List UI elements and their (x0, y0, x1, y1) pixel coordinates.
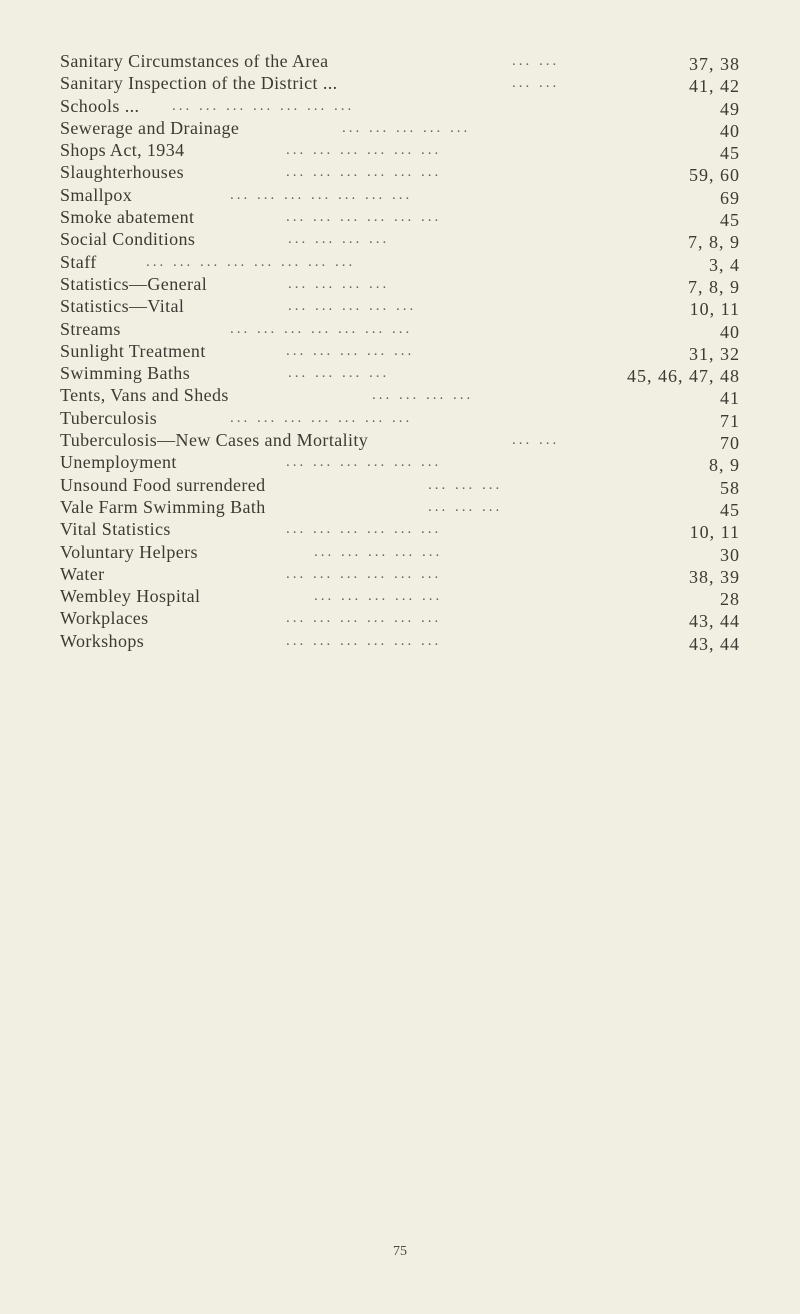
entry-pages: 10, 11 (689, 299, 740, 320)
entry-pages: 43, 44 (689, 611, 740, 632)
dot-leader: ... ... ... ... ... ... (286, 164, 442, 181)
entry-topic: Workshops (60, 630, 145, 651)
index-entry (60, 228, 740, 253)
dot-leader: ... ... ... ... ... ... ... ... (146, 253, 356, 270)
index-entry (60, 407, 740, 429)
index-entry (60, 541, 740, 563)
index-entry (60, 451, 740, 476)
entry-pages: 45, 46, 47, 48 (627, 366, 740, 387)
index-entry (60, 630, 740, 652)
entry-topic: Tuberculosis—New Cases and Mortality (60, 430, 369, 451)
index-entry (60, 206, 740, 231)
dot-leader: ... ... ... ... (288, 365, 390, 382)
dot-leader: ... ... ... (428, 498, 503, 515)
entry-pages: 28 (720, 589, 740, 610)
entry-topic: Vital Statistics (60, 519, 171, 540)
entry-topic: Schools ... (60, 95, 140, 116)
dot-leader: ... ... ... ... ... (314, 543, 443, 560)
entry-pages: 40 (720, 120, 740, 141)
dot-leader: ... ... ... ... ... ... ... (230, 320, 413, 337)
entry-pages: 31, 32 (689, 343, 740, 364)
dot-leader: ... ... ... ... ... ... ... (230, 409, 413, 426)
entry-pages: 41, 42 (689, 76, 740, 97)
entry-pages: 49 (720, 98, 740, 119)
index-entry (60, 429, 740, 454)
dot-leader: ... ... ... ... ... ... (286, 142, 442, 159)
dot-leader: ... ... ... ... ... ... ... (230, 186, 413, 203)
index-entry (60, 50, 740, 72)
dot-leader: ... ... ... ... ... ... (286, 610, 442, 627)
entry-topic: Unsound Food surrendered (60, 474, 266, 495)
entry-pages: 37, 38 (689, 54, 740, 74)
entry-pages: 71 (720, 410, 740, 431)
entry-pages: 8, 9 (709, 455, 740, 476)
index-entry (60, 184, 740, 206)
entry-pages: 41 (720, 388, 740, 409)
index-entry (60, 518, 740, 543)
dot-leader: ... ... ... ... (372, 387, 474, 404)
entry-pages: 7, 8, 9 (688, 276, 740, 297)
entry-topic: Streams (60, 318, 121, 339)
index-entry (60, 384, 740, 409)
dot-leader: ... ... ... ... ... (314, 588, 443, 605)
entry-topic: Sanitary Inspection of the District ... (60, 73, 338, 94)
page-number: 75 (393, 1244, 407, 1259)
dot-leader: ... ... (512, 53, 560, 69)
entry-topic: Smoke abatement (60, 207, 195, 228)
entry-pages: 69 (720, 187, 740, 208)
entry-topic: Water (60, 563, 105, 584)
entry-pages: 45 (720, 143, 740, 164)
entry-topic: Sanitary Circumstances of the Area (60, 51, 329, 71)
dot-leader: ... ... ... ... ... ... (286, 454, 442, 471)
entry-topic: Social Conditions (60, 229, 196, 250)
entry-topic: Staff (60, 251, 97, 272)
dot-leader: ... ... ... ... (288, 231, 390, 248)
entry-pages: 10, 11 (689, 522, 740, 543)
index-list (60, 50, 740, 652)
index-entry (60, 295, 740, 320)
entry-pages: 58 (720, 477, 740, 498)
entry-pages: 45 (720, 499, 740, 520)
entry-pages: 70 (720, 433, 740, 454)
dot-leader: ... ... ... ... ... ... (286, 565, 442, 582)
index-entry (60, 563, 740, 585)
index-entry (60, 139, 740, 164)
index-entry (60, 585, 740, 610)
entry-pages: 43, 44 (689, 633, 740, 654)
entry-pages: 30 (720, 544, 740, 565)
index-entry (60, 362, 740, 387)
index-entry (60, 340, 740, 362)
dot-leader: ... ... ... ... ... (288, 298, 417, 315)
entry-pages: 45 (720, 210, 740, 231)
index-entry (60, 318, 740, 340)
entry-topic: Swimming Baths (60, 363, 191, 384)
index-entry (60, 95, 740, 117)
dot-leader: ... ... ... ... ... ... (286, 521, 442, 538)
entry-topic: Smallpox (60, 184, 133, 205)
entry-topic: Vale Farm Swimming Bath (60, 496, 266, 517)
index-entry (60, 161, 740, 186)
entry-pages: 3, 4 (709, 254, 740, 275)
entry-topic: Tuberculosis (60, 407, 158, 428)
dot-leader: ... ... ... ... ... (286, 342, 415, 359)
dot-leader: ... ... (512, 432, 560, 449)
dot-leader: ... ... ... ... ... ... (286, 209, 442, 226)
entry-topic: Wembley Hospital (60, 586, 201, 607)
index-entry (60, 117, 740, 139)
entry-pages: 59, 60 (689, 165, 740, 186)
index-entry (60, 474, 740, 496)
entry-topic: Workplaces (60, 608, 149, 629)
dot-leader: ... ... ... ... ... ... (286, 632, 442, 649)
entry-pages: 40 (720, 321, 740, 342)
dot-leader: ... ... ... ... ... ... ... (172, 97, 355, 114)
index-entry (60, 251, 740, 273)
dot-leader: ... ... ... ... (288, 275, 390, 292)
dot-leader: ... ... ... ... ... (342, 119, 471, 136)
index-entry (60, 496, 740, 518)
entry-topic: Sewerage and Drainage (60, 117, 240, 138)
entry-topic: Voluntary Helpers (60, 541, 198, 562)
entry-topic: Statistics—General (60, 273, 208, 294)
dot-leader: ... ... ... (428, 476, 503, 493)
dot-leader: ... ... (512, 75, 560, 92)
entry-topic: Statistics—Vital (60, 296, 185, 317)
entry-topic: Slaughterhouses (60, 162, 184, 183)
entry-pages: 7, 8, 9 (688, 232, 740, 253)
entry-topic: Shops Act, 1934 (60, 140, 185, 161)
entry-topic: Tents, Vans and Sheds (60, 385, 229, 406)
entry-pages: 38, 39 (689, 566, 740, 587)
index-entry (60, 72, 740, 97)
entry-topic: Sunlight Treatment (60, 340, 206, 361)
index-entry (60, 607, 740, 632)
entry-topic: Unemployment (60, 452, 177, 473)
index-entry (60, 273, 740, 295)
